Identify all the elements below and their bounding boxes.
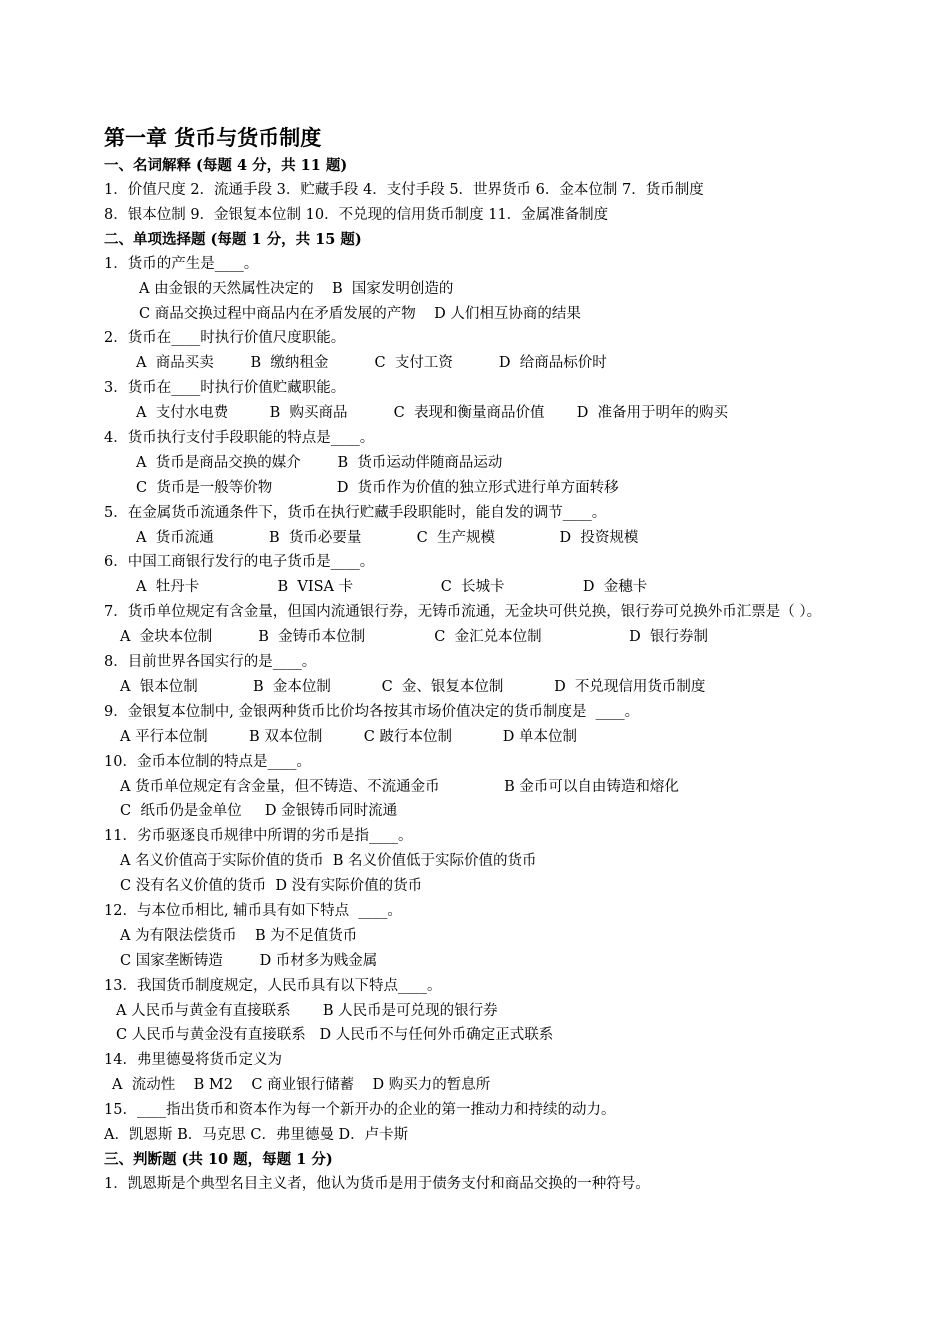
question-stem: 13．我国货币制度规定，人民币具有以下特点____。 xyxy=(104,977,442,994)
question-options: C 商品交换过程中商品内在矛盾发展的产物 D 人们相互协商的结果 xyxy=(139,305,581,322)
question-stem: 3．货币在____时执行价值贮藏职能。 xyxy=(104,380,346,397)
question-stem: 1．货币的产生是____。 xyxy=(104,255,259,272)
question-options: C 货币是一般等价物 D 货币作为价值的独立形式进行单方面转移 xyxy=(136,479,619,496)
question-options: A 支付水电费 B 购买商品 C 表现和衡量商品价值 D 准备用于明年的购买 xyxy=(136,405,729,422)
document-content xyxy=(104,124,890,1197)
term-line: 8．银本位制 9．金银复本位制 10．不兑现的信用货币制度 11．金属准备制度 xyxy=(104,206,609,223)
question-options: A 为有限法偿货币 B 为不足值货币 xyxy=(120,927,358,944)
section-heading-terms: 一、名词解释 (每题 4 分，共 11 题) xyxy=(104,157,348,174)
judgment-item: 1．凯恩斯是个典型名目主义者，他认为货币是用于债务支付和商品交换的一种符号。 xyxy=(104,1175,650,1192)
question-options: A 金块本位制 B 金铸币本位制 C 金汇兑本位制 D 银行券制 xyxy=(120,629,709,646)
chapter-title: 第一章 货币与货币制度 xyxy=(104,125,322,150)
question-stem: 12．与本位币相比, 辅币具有如下特点 ____。 xyxy=(104,902,402,919)
question-stem: 6．中国工商银行发行的电子货币是____。 xyxy=(104,554,375,571)
question-stem: 9．金银复本位制中, 金银两种货币比价均各按其市场价值决定的货币制度是 ____。 xyxy=(104,703,640,720)
question-options: A 货币是商品交换的媒介 B 货币运动伴随商品运动 xyxy=(136,454,503,471)
question-options: A 牡丹卡 B VISA 卡 C 长城卡 D 金穗卡 xyxy=(136,579,648,596)
question-stem: 2．货币在____时执行价值尺度职能。 xyxy=(104,330,346,347)
question-stem: 14．弗里德曼将货币定义为 xyxy=(104,1052,282,1069)
question-options: C 人民币与黄金没有直接联系 D 人民币不与任何外币确定正式联系 xyxy=(116,1027,554,1044)
section-heading-judgment: 三、判断题 (共 10 题，每题 1 分) xyxy=(104,1150,333,1168)
question-stem: 10．金币本位制的特点是____。 xyxy=(104,753,311,770)
question-options: A 货币单位规定有含金量，但不铸造、不流通金币 B 金币可以自由铸造和熔化 xyxy=(120,778,679,795)
section-heading-choice: 二、单项选择题 (每题 1 分，共 15 题) xyxy=(104,230,362,248)
question-stem: 7．货币单位规定有含金量，但国内流通银行券，无铸币流通，无金块可供兑换，银行券可兑换外币汇票是（ ）。 xyxy=(104,604,822,621)
term-line: 1．价值尺度 2．流通手段 3．贮藏手段 4．支付手段 5．世界货币 6．金本位制 7．货币制度 xyxy=(104,182,704,198)
question-options: C 没有名义价值的货币 D 没有实际价值的货币 xyxy=(120,878,423,895)
question-options: A 银本位制 B 金本位制 C 金、银复本位制 D 不兑现信用货币制度 xyxy=(120,678,706,695)
question-options: C 国家垄断铸造 D 币材多为贱金属 xyxy=(120,952,378,969)
question-stem: 8．目前世界各国实行的是____。 xyxy=(104,654,317,671)
question-options: A 商品买卖 B 缴纳租金 C 支付工资 D 给商品标价时 xyxy=(136,355,607,372)
question-stem: 4．货币执行支付手段职能的特点是____。 xyxy=(104,430,375,447)
question-options: C 纸币仍是金单位 D 金银铸币同时流通 xyxy=(120,803,398,820)
question-options: A 名义价值高于实际价值的货币 B 名义价值低于实际价值的货币 xyxy=(120,853,537,870)
question-options: A 流动性 B M2 C 商业银行储蓄 D 购买力的暂息所 xyxy=(112,1077,491,1094)
question-stem: 11．劣币驱逐良币规律中所谓的劣币是指____。 xyxy=(104,828,413,845)
question-options: A．凯恩斯 B．马克思 C．弗里德曼 D．卢卡斯 xyxy=(104,1126,409,1143)
question-options: A 平行本位制 B 双本位制 C 跛行本位制 D 单本位制 xyxy=(120,728,577,745)
question-stem: 5．在金属货币流通条件下，货币在执行贮藏手段职能时，能自发的调节____。 xyxy=(104,504,607,521)
question-options: A 货币流通 B 货币必要量 C 生产规模 D 投资规模 xyxy=(136,529,639,546)
question-options: A 由金银的天然属性决定的 B 国家发明创造的 xyxy=(139,280,454,297)
question-options: A 人民币与黄金有直接联系 B 人民币是可兑现的银行券 xyxy=(116,1002,498,1019)
question-stem: 15．____指出货币和资本作为每一个新开办的企业的第一推动力和持续的动力。 xyxy=(104,1102,616,1119)
